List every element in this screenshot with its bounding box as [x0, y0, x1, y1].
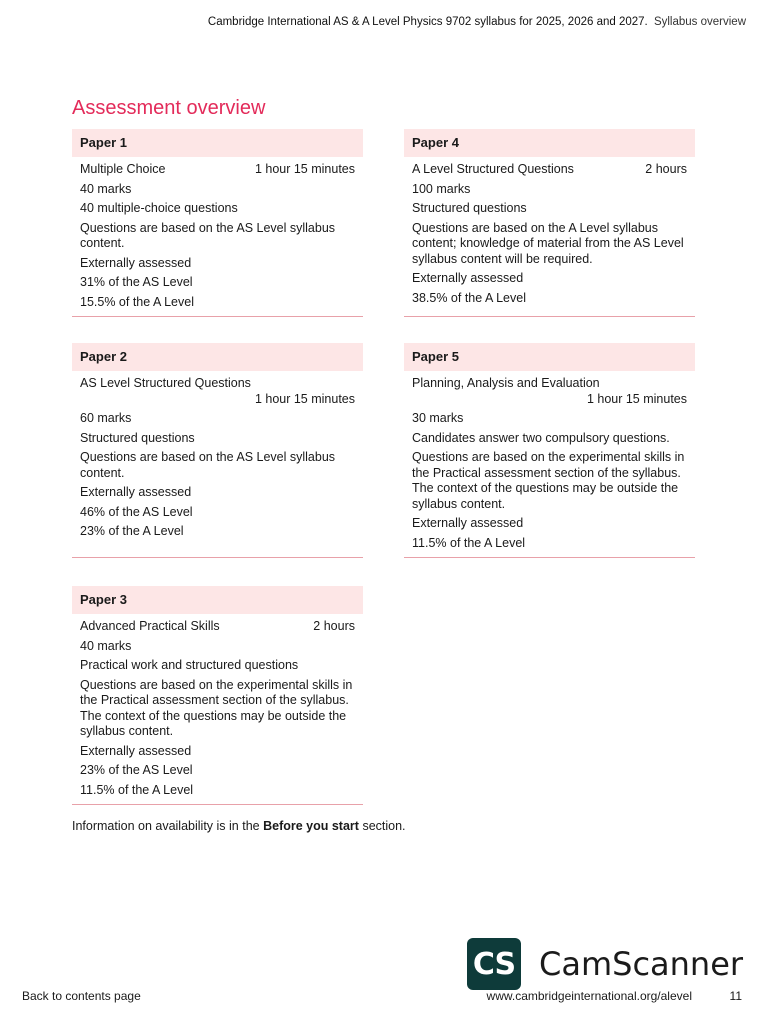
paper-3-component-row	[72, 619, 363, 635]
paper-4-component: A Level Structured Questions	[412, 162, 574, 176]
page-title: Assessment overview	[72, 97, 266, 119]
paper-2-card	[72, 343, 363, 558]
paper-1-content-basis: Questions are based on the AS Level syllabus content.	[80, 220, 336, 250]
paper-2-component: AS Level Structured Questions	[80, 376, 251, 390]
paper-5-component: Planning, Analysis and Evaluation	[412, 376, 600, 390]
paper-3-content-basis: Questions are based on the experimental skills in the Practical assessment section of the syllabus. The context of the questions may be outside the syllabus content.	[80, 677, 353, 738]
paper-3-a-weighting: 11.5% of the A Level	[80, 782, 194, 797]
paper-4-heading: Paper 4	[404, 129, 695, 157]
website-link[interactable]: www.cambridgeinternational.org/alevel	[486, 989, 692, 1003]
before-you-start-link[interactable]: Before you start	[263, 819, 359, 833]
running-header	[46, 16, 746, 28]
paper-2-a-weighting: 23% of the A Level	[80, 524, 184, 538]
header-doc-title: Cambridge International AS & A Level Physics 9702 syllabus for 2025, 2026 and 2027.	[207, 16, 648, 28]
availability-prefix: Information on availability is in the	[72, 819, 260, 833]
paper-3-card	[72, 586, 363, 805]
paper-1-as-weighting: 31% of the AS Level	[80, 275, 193, 289]
paper-5-duration: 1 hour 15 minutes	[586, 391, 687, 406]
paper-5-a-weighting: 11.5% of the A Level	[412, 535, 526, 550]
paper-1-duration: 1 hour 15 minutes	[254, 162, 355, 176]
paper-1-component-row	[72, 162, 363, 178]
availability-note	[72, 819, 406, 833]
paper-4-assessment: Externally assessed	[412, 271, 524, 285]
paper-5-content-basis: Questions are based on the experimental skills in the Practical assessment section of the syllabus. The context of the questions may be outside the syllabus content.	[412, 450, 685, 511]
paper-5-component-row	[404, 376, 695, 407]
paper-1-assessment: Externally assessed	[80, 255, 192, 270]
paper-2-marks: 60 marks	[80, 411, 132, 425]
paper-2-content-basis: Questions are based on the AS Level syllabus content.	[80, 450, 336, 480]
paper-5-assessment: Externally assessed	[412, 516, 524, 530]
paper-4-content-basis: Questions are based on the A Level syllabus content; knowledge of material from the AS Level syllabus content will be required.	[412, 220, 684, 266]
paper-4-card	[404, 129, 695, 317]
paper-1-a-weighting: 15.5% of the A Level	[80, 294, 194, 309]
paper-4-component-row	[404, 162, 695, 178]
availability-suffix: section.	[362, 819, 406, 833]
paper-4-duration: 2 hours	[645, 162, 687, 176]
paper-1-heading: Paper 1	[72, 129, 363, 157]
paper-4-a-weighting: 38.5% of the A Level	[412, 290, 526, 305]
paper-3-format: Practical work and structured questions	[80, 658, 299, 672]
paper-4-format: Structured questions	[412, 201, 527, 215]
camscanner-logo-icon: CS	[467, 938, 521, 990]
paper-3-component: Advanced Practical Skills	[80, 619, 220, 633]
paper-2-assessment: Externally assessed	[80, 485, 192, 499]
paper-3-assessment: Externally assessed	[80, 743, 192, 758]
paper-2-component-row	[72, 376, 363, 407]
paper-2-format: Structured questions	[80, 430, 195, 445]
paper-2-heading: Paper 2	[72, 343, 363, 371]
paper-1-format: 40 multiple-choice questions	[80, 201, 238, 215]
paper-3-duration: 2 hours	[313, 619, 355, 633]
paper-5-card	[404, 343, 695, 558]
paper-3-heading: Paper 3	[72, 586, 363, 614]
paper-1-component: Multiple Choice	[80, 162, 166, 176]
paper-1-card	[72, 129, 363, 317]
paper-3-marks: 40 marks	[80, 638, 132, 653]
paper-3-as-weighting: 23% of the AS Level	[80, 763, 193, 777]
camscanner-logo-text: CamScanner	[539, 945, 744, 983]
paper-5-heading: Paper 5	[404, 343, 695, 371]
paper-2-as-weighting: 46% of the AS Level	[80, 504, 193, 519]
camscanner-watermark	[467, 938, 743, 990]
paper-1-marks: 40 marks	[80, 181, 132, 196]
paper-5-marks: 30 marks	[412, 411, 464, 425]
paper-4-marks: 100 marks	[412, 181, 471, 196]
page-number: 11	[729, 989, 742, 1003]
back-to-contents-link[interactable]: Back to contents page	[22, 989, 141, 1003]
paper-2-duration: 1 hour 15 minutes	[254, 391, 355, 406]
header-section: Syllabus overview	[653, 16, 746, 28]
paper-5-format: Candidates answer two compulsory questions.	[412, 430, 670, 445]
